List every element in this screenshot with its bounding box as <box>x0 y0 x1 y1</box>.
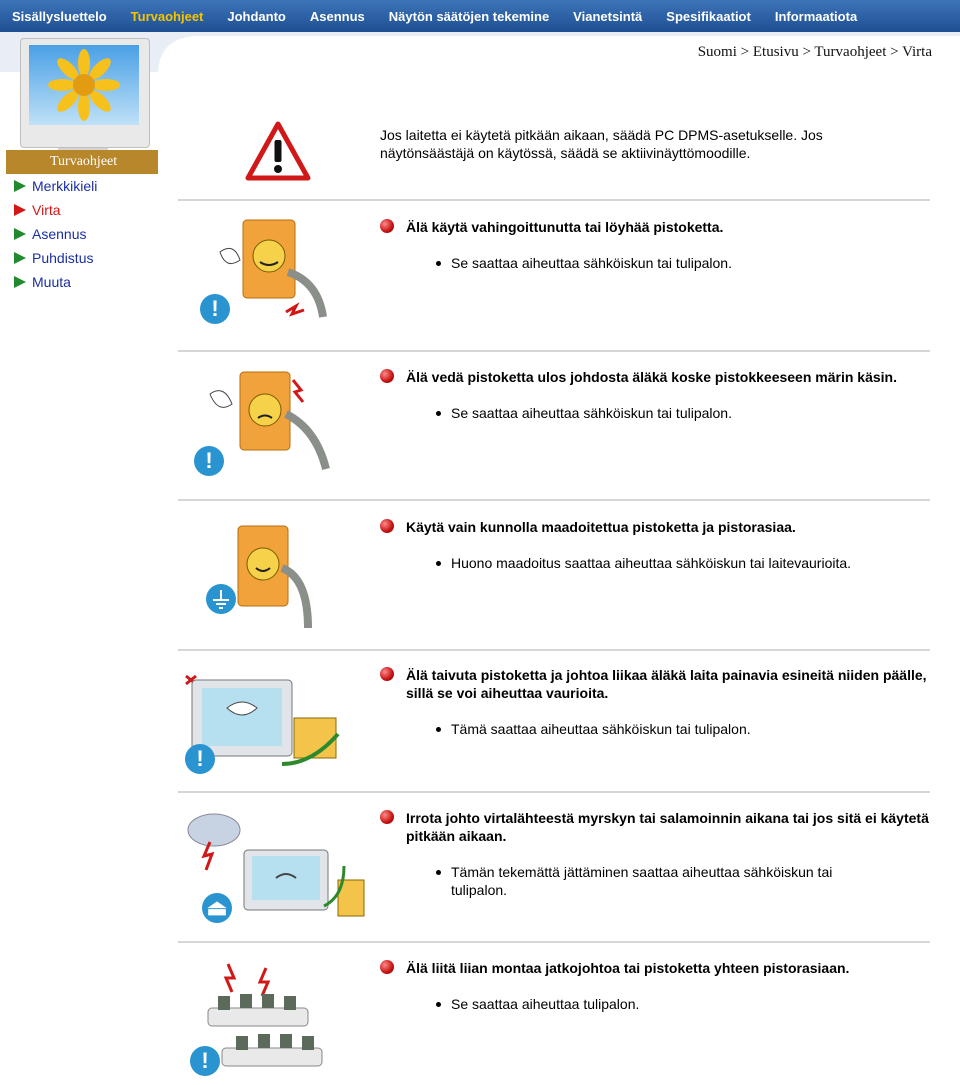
breadcrumb-etusivu[interactable]: Etusivu <box>752 44 799 60</box>
breadcrumb-turvaohjeet[interactable]: Turvaohjeet <box>814 44 887 60</box>
section-heading: Käytä vain kunnolla maadoitettua pistoketta ja pistorasiaa. <box>406 519 796 535</box>
info-exclamation-icon: ! <box>200 294 230 324</box>
red-bullet-icon <box>380 667 394 681</box>
nav-turvaohjeet[interactable]: Turvaohjeet <box>130 8 204 24</box>
section-divider <box>178 499 930 501</box>
triangle-right-icon <box>14 276 26 288</box>
bullet-dot-icon <box>436 261 441 266</box>
triangle-right-icon <box>14 228 26 240</box>
bullet-dot-icon <box>436 411 441 416</box>
warning-triangle-icon <box>244 120 312 182</box>
section-heading: Älä liitä liian montaa jatkojohtoa tai pistoketta yhteen pistorasiaan. <box>406 960 850 976</box>
sidebar-item-label: Asennus <box>32 226 87 242</box>
info-exclamation-icon: ! <box>194 446 224 476</box>
info-exclamation-icon: ! <box>185 744 215 774</box>
monitor-screen <box>29 45 139 125</box>
sunflower-icon <box>29 45 139 125</box>
red-bullet-icon <box>380 219 394 233</box>
breadcrumb-suomi[interactable]: Suomi <box>697 44 737 60</box>
safety-section <box>380 959 940 1013</box>
bullet-dot-icon <box>436 561 441 566</box>
nav-sisallysluettelo[interactable]: Sisällysluettelo <box>12 8 107 24</box>
bullet-dot-icon <box>436 727 441 732</box>
nav-naytonsaadot[interactable]: Näytön säätöjen tekemine <box>388 8 550 24</box>
sidebar-item-asennus[interactable] <box>6 222 158 246</box>
sidebar-item-label: Virta <box>32 202 61 218</box>
breadcrumb-separator: > <box>736 44 753 60</box>
illustration-grounded-plug <box>220 514 330 634</box>
section-heading: Älä taivuta pistoketta ja johtoa liikaa äläkä laita painavia esineitä niiden päälle, sillä se voi aiheuttaa vaurioita. <box>406 667 927 701</box>
nav-johdanto[interactable]: Johdanto <box>227 8 286 24</box>
sidebar-item-puhdistus[interactable] <box>6 246 158 270</box>
section-heading: Irrota johto virtalähteestä myrskyn tai salamoinnin aikana tai jos sitä ei käytetä pitkään aikaan. <box>406 810 929 844</box>
triangle-right-icon <box>14 180 26 192</box>
red-bullet-icon <box>380 810 394 824</box>
breadcrumb-separator: > <box>886 44 903 60</box>
monitor-illustration <box>20 38 150 148</box>
sidebar-item-label: Muuta <box>32 274 71 290</box>
red-bullet-icon <box>380 519 394 533</box>
sidebar-navigation <box>6 174 158 300</box>
nav-informaatiota[interactable]: Informaatiota <box>774 8 858 24</box>
section-detail: Tämä saattaa aiheuttaa sähköiskun tai tulipalon. <box>451 721 751 737</box>
red-bullet-icon <box>380 960 394 974</box>
section-detail: Se saattaa aiheuttaa tulipalon. <box>451 996 640 1012</box>
unplug-icon: ⏏ <box>202 893 232 923</box>
sidebar-item-label: Merkkikieli <box>32 178 98 194</box>
bullet-dot-icon <box>436 870 441 875</box>
plug-socket-illustration <box>220 514 330 634</box>
section-detail: Se saattaa aiheuttaa sähköiskun tai tulipalon. <box>451 405 732 421</box>
section-divider <box>178 350 930 352</box>
section-divider <box>178 199 930 201</box>
section-divider <box>178 791 930 793</box>
top-navigation <box>0 0 960 32</box>
safety-section <box>380 809 940 899</box>
bullet-dot-icon <box>436 1002 441 1007</box>
sidebar-item-virta[interactable] <box>6 198 158 222</box>
sidebar-item-muuta[interactable] <box>6 270 158 294</box>
triangle-right-icon <box>14 252 26 264</box>
ground-icon <box>206 584 236 614</box>
intro-text: Jos laitetta ei käytetä pitkään aikaan, säädä PC DPMS-asetukselle. Jos näytönsäästäjä on käytössä, säädä se aktiivinäyttömoodille. <box>380 127 823 161</box>
section-heading: Älä vedä pistoketta ulos johdosta äläkä koske pistokkeeseen märin käsin. <box>406 369 897 385</box>
nav-vianetsinta[interactable]: Vianetsintä <box>573 8 643 24</box>
nav-asennus[interactable]: Asennus <box>309 8 365 24</box>
safety-section <box>380 368 940 422</box>
red-bullet-icon <box>380 369 394 383</box>
section-detail: Tämän tekemättä jättäminen saattaa aiheuttaa sähköiskun tai tulipalon. <box>451 864 833 898</box>
breadcrumb <box>698 44 932 61</box>
section-detail: Se saattaa aiheuttaa sähköiskun tai tulipalon. <box>451 255 732 271</box>
safety-section <box>380 218 940 272</box>
section-divider <box>178 941 930 943</box>
section-heading: Älä käytä vahingoittunutta tai löyhää pistoketta. <box>406 219 724 235</box>
sidebar-item-merkkikieli[interactable] <box>6 174 158 198</box>
sidebar-item-label: Puhdistus <box>32 250 94 266</box>
breadcrumb-virta: Virta <box>902 44 932 60</box>
breadcrumb-separator: > <box>798 44 815 60</box>
section-divider <box>178 649 930 651</box>
safety-section <box>380 666 940 738</box>
section-detail: Huono maadoitus saattaa aiheuttaa sähköiskun tai laitevaurioita. <box>451 555 852 571</box>
info-exclamation-icon: ! <box>190 1046 220 1076</box>
sidebar-title: Turvaohjeet <box>6 150 158 174</box>
nav-spesifikaatiot[interactable]: Spesifikaatiot <box>666 8 751 24</box>
safety-section <box>380 518 940 572</box>
triangle-right-icon <box>14 204 26 216</box>
